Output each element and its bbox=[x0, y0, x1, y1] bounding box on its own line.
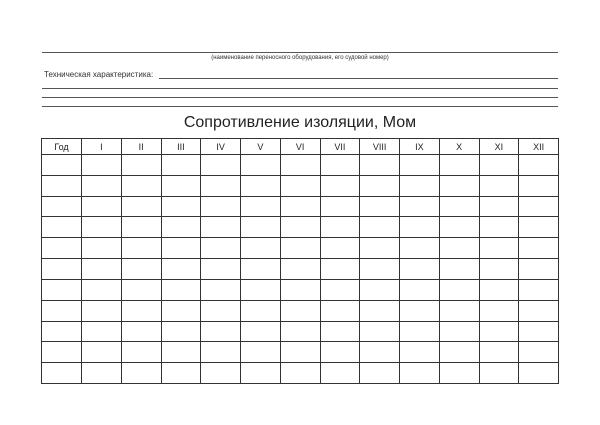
value-cell bbox=[161, 155, 201, 176]
table-row bbox=[42, 279, 559, 300]
value-cell bbox=[479, 279, 519, 300]
value-cell bbox=[121, 259, 161, 280]
characteristic-line-3 bbox=[42, 97, 558, 98]
value-cell bbox=[439, 279, 479, 300]
value-cell bbox=[280, 300, 320, 321]
value-cell bbox=[121, 238, 161, 259]
value-cell bbox=[360, 238, 400, 259]
table-row bbox=[42, 196, 559, 217]
value-cell bbox=[519, 321, 559, 342]
header-month: VII bbox=[320, 139, 360, 155]
value-cell bbox=[161, 321, 201, 342]
value-cell bbox=[201, 342, 241, 363]
value-cell bbox=[201, 217, 241, 238]
value-cell bbox=[439, 259, 479, 280]
value-cell bbox=[280, 259, 320, 280]
value-cell bbox=[320, 259, 360, 280]
header-month: I bbox=[82, 139, 122, 155]
value-cell bbox=[479, 300, 519, 321]
value-cell bbox=[320, 155, 360, 176]
value-cell bbox=[121, 175, 161, 196]
value-cell bbox=[241, 196, 281, 217]
table-row bbox=[42, 155, 559, 176]
characteristic-line bbox=[159, 78, 558, 79]
table-row bbox=[42, 342, 559, 363]
value-cell bbox=[360, 259, 400, 280]
value-cell bbox=[320, 238, 360, 259]
value-cell bbox=[360, 363, 400, 384]
value-cell bbox=[82, 259, 122, 280]
value-cell bbox=[241, 321, 281, 342]
year-cell bbox=[42, 321, 82, 342]
table-row bbox=[42, 363, 559, 384]
year-cell bbox=[42, 175, 82, 196]
value-cell bbox=[121, 196, 161, 217]
header-month: V bbox=[241, 139, 281, 155]
value-cell bbox=[519, 155, 559, 176]
value-cell bbox=[320, 363, 360, 384]
value-cell bbox=[241, 238, 281, 259]
value-cell bbox=[82, 238, 122, 259]
value-cell bbox=[519, 259, 559, 280]
value-cell bbox=[519, 342, 559, 363]
year-cell bbox=[42, 217, 82, 238]
value-cell bbox=[241, 363, 281, 384]
header-month: XII bbox=[519, 139, 559, 155]
value-cell bbox=[201, 238, 241, 259]
value-cell bbox=[121, 363, 161, 384]
value-cell bbox=[400, 363, 440, 384]
header-month: X bbox=[439, 139, 479, 155]
table-row bbox=[42, 175, 559, 196]
value-cell bbox=[360, 196, 400, 217]
value-cell bbox=[201, 363, 241, 384]
value-cell bbox=[439, 300, 479, 321]
value-cell bbox=[519, 238, 559, 259]
value-cell bbox=[439, 321, 479, 342]
value-cell bbox=[121, 300, 161, 321]
table-row bbox=[42, 259, 559, 280]
value-cell bbox=[241, 300, 281, 321]
value-cell bbox=[320, 342, 360, 363]
value-cell bbox=[280, 321, 320, 342]
value-cell bbox=[519, 175, 559, 196]
value-cell bbox=[400, 342, 440, 363]
table-row bbox=[42, 321, 559, 342]
value-cell bbox=[161, 217, 201, 238]
value-cell bbox=[280, 363, 320, 384]
value-cell bbox=[161, 175, 201, 196]
value-cell bbox=[479, 238, 519, 259]
value-cell bbox=[161, 363, 201, 384]
value-cell bbox=[439, 196, 479, 217]
value-cell bbox=[439, 155, 479, 176]
value-cell bbox=[479, 175, 519, 196]
table-row bbox=[42, 217, 559, 238]
value-cell bbox=[519, 279, 559, 300]
value-cell bbox=[479, 363, 519, 384]
value-cell bbox=[439, 363, 479, 384]
value-cell bbox=[360, 155, 400, 176]
value-cell bbox=[121, 155, 161, 176]
table-header-row bbox=[42, 139, 559, 155]
value-cell bbox=[360, 175, 400, 196]
value-cell bbox=[280, 196, 320, 217]
value-cell bbox=[82, 300, 122, 321]
year-cell bbox=[42, 363, 82, 384]
value-cell bbox=[82, 155, 122, 176]
year-cell bbox=[42, 259, 82, 280]
header-month: XI bbox=[479, 139, 519, 155]
value-cell bbox=[161, 279, 201, 300]
value-cell bbox=[161, 238, 201, 259]
insulation-resistance-table bbox=[41, 138, 559, 384]
value-cell bbox=[439, 342, 479, 363]
value-cell bbox=[201, 259, 241, 280]
value-cell bbox=[400, 300, 440, 321]
value-cell bbox=[400, 321, 440, 342]
value-cell bbox=[519, 300, 559, 321]
value-cell bbox=[400, 238, 440, 259]
value-cell bbox=[479, 217, 519, 238]
value-cell bbox=[400, 155, 440, 176]
value-cell bbox=[82, 321, 122, 342]
value-cell bbox=[161, 259, 201, 280]
value-cell bbox=[360, 279, 400, 300]
characteristic-line-2 bbox=[42, 88, 558, 89]
header-month: IX bbox=[400, 139, 440, 155]
characteristic-line-4 bbox=[42, 106, 558, 107]
value-cell bbox=[161, 342, 201, 363]
value-cell bbox=[320, 217, 360, 238]
value-cell bbox=[280, 175, 320, 196]
value-cell bbox=[241, 175, 281, 196]
value-cell bbox=[400, 175, 440, 196]
value-cell bbox=[121, 279, 161, 300]
table-row bbox=[42, 238, 559, 259]
value-cell bbox=[241, 155, 281, 176]
value-cell bbox=[519, 196, 559, 217]
year-cell bbox=[42, 300, 82, 321]
value-cell bbox=[280, 217, 320, 238]
value-cell bbox=[479, 342, 519, 363]
value-cell bbox=[82, 196, 122, 217]
value-cell bbox=[82, 175, 122, 196]
year-cell bbox=[42, 238, 82, 259]
value-cell bbox=[121, 342, 161, 363]
year-cell bbox=[42, 342, 82, 363]
value-cell bbox=[201, 196, 241, 217]
characteristic-label: Техническая характеристика: bbox=[44, 70, 154, 79]
value-cell bbox=[161, 300, 201, 321]
value-cell bbox=[82, 342, 122, 363]
value-cell bbox=[320, 175, 360, 196]
equipment-name-line bbox=[42, 52, 558, 53]
value-cell bbox=[82, 279, 122, 300]
header-month: VI bbox=[280, 139, 320, 155]
value-cell bbox=[201, 300, 241, 321]
value-cell bbox=[360, 321, 400, 342]
year-cell bbox=[42, 279, 82, 300]
value-cell bbox=[280, 279, 320, 300]
value-cell bbox=[439, 238, 479, 259]
equipment-name-caption: (наименование переносного оборудования, его судовой номер) bbox=[211, 55, 389, 61]
header-month: VIII bbox=[360, 139, 400, 155]
value-cell bbox=[320, 321, 360, 342]
value-cell bbox=[121, 321, 161, 342]
year-cell bbox=[42, 155, 82, 176]
value-cell bbox=[320, 300, 360, 321]
value-cell bbox=[439, 175, 479, 196]
value-cell bbox=[161, 196, 201, 217]
year-cell bbox=[42, 196, 82, 217]
value-cell bbox=[400, 196, 440, 217]
table-row bbox=[42, 300, 559, 321]
value-cell bbox=[360, 300, 400, 321]
value-cell bbox=[479, 321, 519, 342]
value-cell bbox=[400, 217, 440, 238]
value-cell bbox=[519, 363, 559, 384]
value-cell bbox=[280, 155, 320, 176]
header-month: II bbox=[121, 139, 161, 155]
header-year: Год bbox=[42, 139, 82, 155]
value-cell bbox=[519, 217, 559, 238]
value-cell bbox=[320, 279, 360, 300]
value-cell bbox=[201, 321, 241, 342]
value-cell bbox=[280, 238, 320, 259]
value-cell bbox=[121, 217, 161, 238]
header-month: IV bbox=[201, 139, 241, 155]
header-month: III bbox=[161, 139, 201, 155]
value-cell bbox=[241, 259, 281, 280]
value-cell bbox=[82, 363, 122, 384]
value-cell bbox=[360, 342, 400, 363]
value-cell bbox=[241, 342, 281, 363]
value-cell bbox=[479, 259, 519, 280]
value-cell bbox=[479, 196, 519, 217]
value-cell bbox=[280, 342, 320, 363]
value-cell bbox=[360, 217, 400, 238]
value-cell bbox=[400, 279, 440, 300]
value-cell bbox=[479, 155, 519, 176]
value-cell bbox=[400, 259, 440, 280]
value-cell bbox=[82, 217, 122, 238]
value-cell bbox=[320, 196, 360, 217]
value-cell bbox=[241, 217, 281, 238]
value-cell bbox=[439, 217, 479, 238]
value-cell bbox=[241, 279, 281, 300]
value-cell bbox=[201, 279, 241, 300]
value-cell bbox=[201, 175, 241, 196]
table-title: Сопротивление изоляции, Мом bbox=[183, 114, 417, 131]
value-cell bbox=[201, 155, 241, 176]
